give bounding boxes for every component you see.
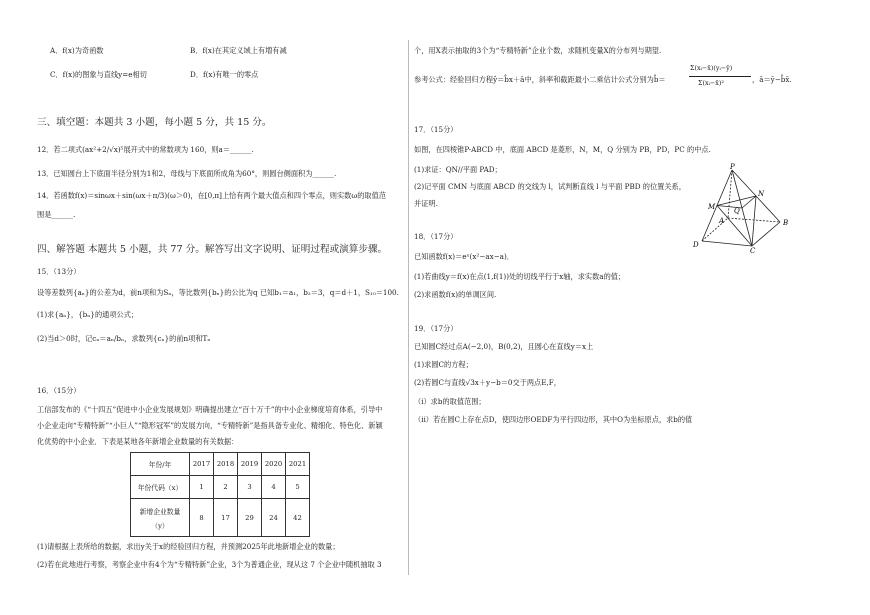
table-header-count-line1: 新增企业数量 (139, 507, 181, 516)
enterprise-data-table (130, 452, 310, 537)
question-17-part2: (2)记平面 CMN 与底面 ABCD 的交线为 l，试判断直线 l 与平面 PBD 的位置关系， (414, 182, 686, 191)
section-3-heading: 三、填空题：本题共 3 小题，每小题 5 分，共 15 分。 (37, 117, 272, 128)
table-cell: 42 (286, 499, 310, 537)
formula-numerator: Σ(xᵢ−x̄)(yᵢ−ȳ) (690, 64, 733, 72)
reference-formula-tail: ，â＝ȳ−b̂x̄. (752, 75, 792, 84)
table-cell: 2020 (262, 453, 286, 476)
question-15-stem: 设等差数列{aₙ}的公差为d，前n项和为Sₙ，等比数列{bₙ}的公比为q 已知b₁＝a₁，b₂＝3，q＝d＋1，S₁₀＝100. (37, 288, 399, 297)
edge-dc (702, 241, 752, 246)
question-18-part2: (2)求函数f(x)的单调区间. (414, 290, 497, 299)
label-d: D (693, 241, 699, 249)
question-16-part1: (1)请根据上表所给的数据，求出y关于x的经验回归方程，并预测2025年此地新增企业的数量； (37, 542, 340, 551)
option-d: D．f(x)有唯一的零点 (190, 70, 259, 79)
question-13: 13．已知圆台上下底面半径分别为1和2，母线与下底面所成角为60°，则圆台侧面积为______. (37, 169, 337, 178)
table-cell: 3 (238, 476, 262, 499)
table-cell: 2021 (286, 453, 310, 476)
question-19-stem: 已知圆C经过点A(−2,0)，B(0,2)，且圆心在直线y＝x上 (414, 342, 594, 351)
column-divider (408, 40, 409, 575)
table-cell: 2 (214, 476, 238, 499)
question-18-part1: (1)若曲线y＝f(x)在点(1,f(1))处的切线平行于x轴，求实数a的值； (414, 272, 626, 281)
label-a: A (719, 217, 725, 225)
question-19-part1: (1)求圆C的方程； (414, 360, 473, 369)
question-17-stem: 如图，在四棱锥P-ABCD 中，底面 ABCD 是菱形，N，M，Q 分别为 PB，PD，PC 的中点. (414, 145, 711, 154)
question-16-line2: 小企业走向“专精特新”“小巨人”“隐形冠军”的发展方向，“专精特新”是指具备专业化、精细化、特色化、新颖 (37, 421, 383, 430)
edge-da (702, 218, 728, 241)
table-cell: 2017 (190, 453, 214, 476)
segment-nc (752, 196, 756, 246)
question-16-line3: 化优势的中小企业．下表是某地各年新增企业数量的有关数据： (37, 437, 239, 446)
edge-cb (752, 222, 780, 246)
question-12: 12．若二项式(ax²+2/√x)⁵展开式中的常数项为 160，则a＝______. (37, 145, 254, 154)
question-15-part2: (2)当d＞0时，记cₙ＝aₙ/bₙ，求数列{cₙ}的前n项和Tₙ (37, 334, 211, 343)
table-cell: 1 (190, 476, 214, 499)
question-18-title: 18．（17分） (414, 232, 458, 241)
option-a: A．f(x)为奇函数 (50, 46, 104, 55)
pyramid-figure (688, 162, 800, 254)
question-15-part1: (1)求{aₙ}，{bₙ}的通项公式； (37, 310, 139, 319)
table-cell: 29 (238, 499, 262, 537)
table-cell: 8 (190, 499, 214, 537)
fraction-bar (689, 76, 751, 77)
table-header-count (131, 499, 190, 537)
question-19-part2-ii: （ⅱ）若在圆C上存在点D，使四边形OEDF为平行四边形，其中O为坐标原点，求b的值 (414, 415, 693, 424)
label-q: Q (734, 207, 740, 215)
label-c: C (750, 247, 756, 254)
table-cell: 24 (262, 499, 286, 537)
question-16-part2: (2)若在此地进行考察，考察企业中有4个为“专精特新”企业，3个为普通企业，现从这 7 个企业中随机抽取 3 (37, 560, 382, 569)
label-n: N (758, 190, 765, 198)
question-17-title: 17．（15分） (414, 125, 458, 134)
question-16-cont: 个，用X表示抽取的3个为“专精特新”企业个数，求随机变量X的分布列与期望. (414, 46, 662, 55)
question-19-title: 19．（17分） (414, 324, 458, 333)
label-b: B (783, 219, 789, 227)
question-19-part2: (2)若圆C与直线√3x＋y−b＝0交于两点E,F， (414, 378, 561, 387)
table-cell: 2018 (214, 453, 238, 476)
question-15-title: 15．（13分） (37, 267, 81, 276)
reference-formula: 参考公式：经验回归方程ŷ＝b̂x＋â中，斜率和截距最小二乘估计公式分别为b̂＝ (414, 75, 666, 84)
question-16-line1: 工信部发布的《“十四五”促进中小企业发展规划》明确提出建立“百十万千”的中小企业梯度培育体系，引导中 (37, 405, 383, 414)
question-18-stem: 已知函数f(x)＝eˣ(x²−ax−a)． (414, 252, 514, 261)
table-header-code: 年份代码（x） (131, 476, 190, 499)
option-c: C．f(x)的图象与直线y=e相切 (50, 70, 147, 79)
question-14: 14．若函数f(x)＝sinωx＋sin(ωx＋π/3)(ω＞0)，在[0,π]上恰有两个最大值点和四个零点，则实数ω的取值范 (37, 191, 386, 200)
formula-denominator: Σ(xᵢ−x̄)² (698, 79, 724, 87)
question-17-part1: (1)求证：QN//平面 PAD； (414, 165, 502, 174)
table-cell: 17 (214, 499, 238, 537)
section-4-heading: 四、解答题 本题共 5 小题，共 77 分。解答写出文字说明、证明过程或演算步骤。 (37, 244, 388, 255)
question-19-part2-i: （ⅰ）求b的取值范围； (414, 397, 486, 406)
option-b: B．f(x)在其定义域上有増有减 (190, 46, 287, 55)
table-cell: 5 (286, 476, 310, 499)
label-m: M (708, 203, 716, 211)
question-17-part2-cont: 并证明. (414, 199, 438, 208)
table-header-count-line2: （y） (151, 521, 169, 530)
question-16-title: 16．（15分） (37, 386, 81, 395)
table-cell: 2019 (238, 453, 262, 476)
table-header-year: 年份/年 (131, 453, 190, 476)
question-14-cont: 围是______. (37, 210, 76, 219)
label-p: P (730, 163, 735, 171)
table-cell: 4 (262, 476, 286, 499)
